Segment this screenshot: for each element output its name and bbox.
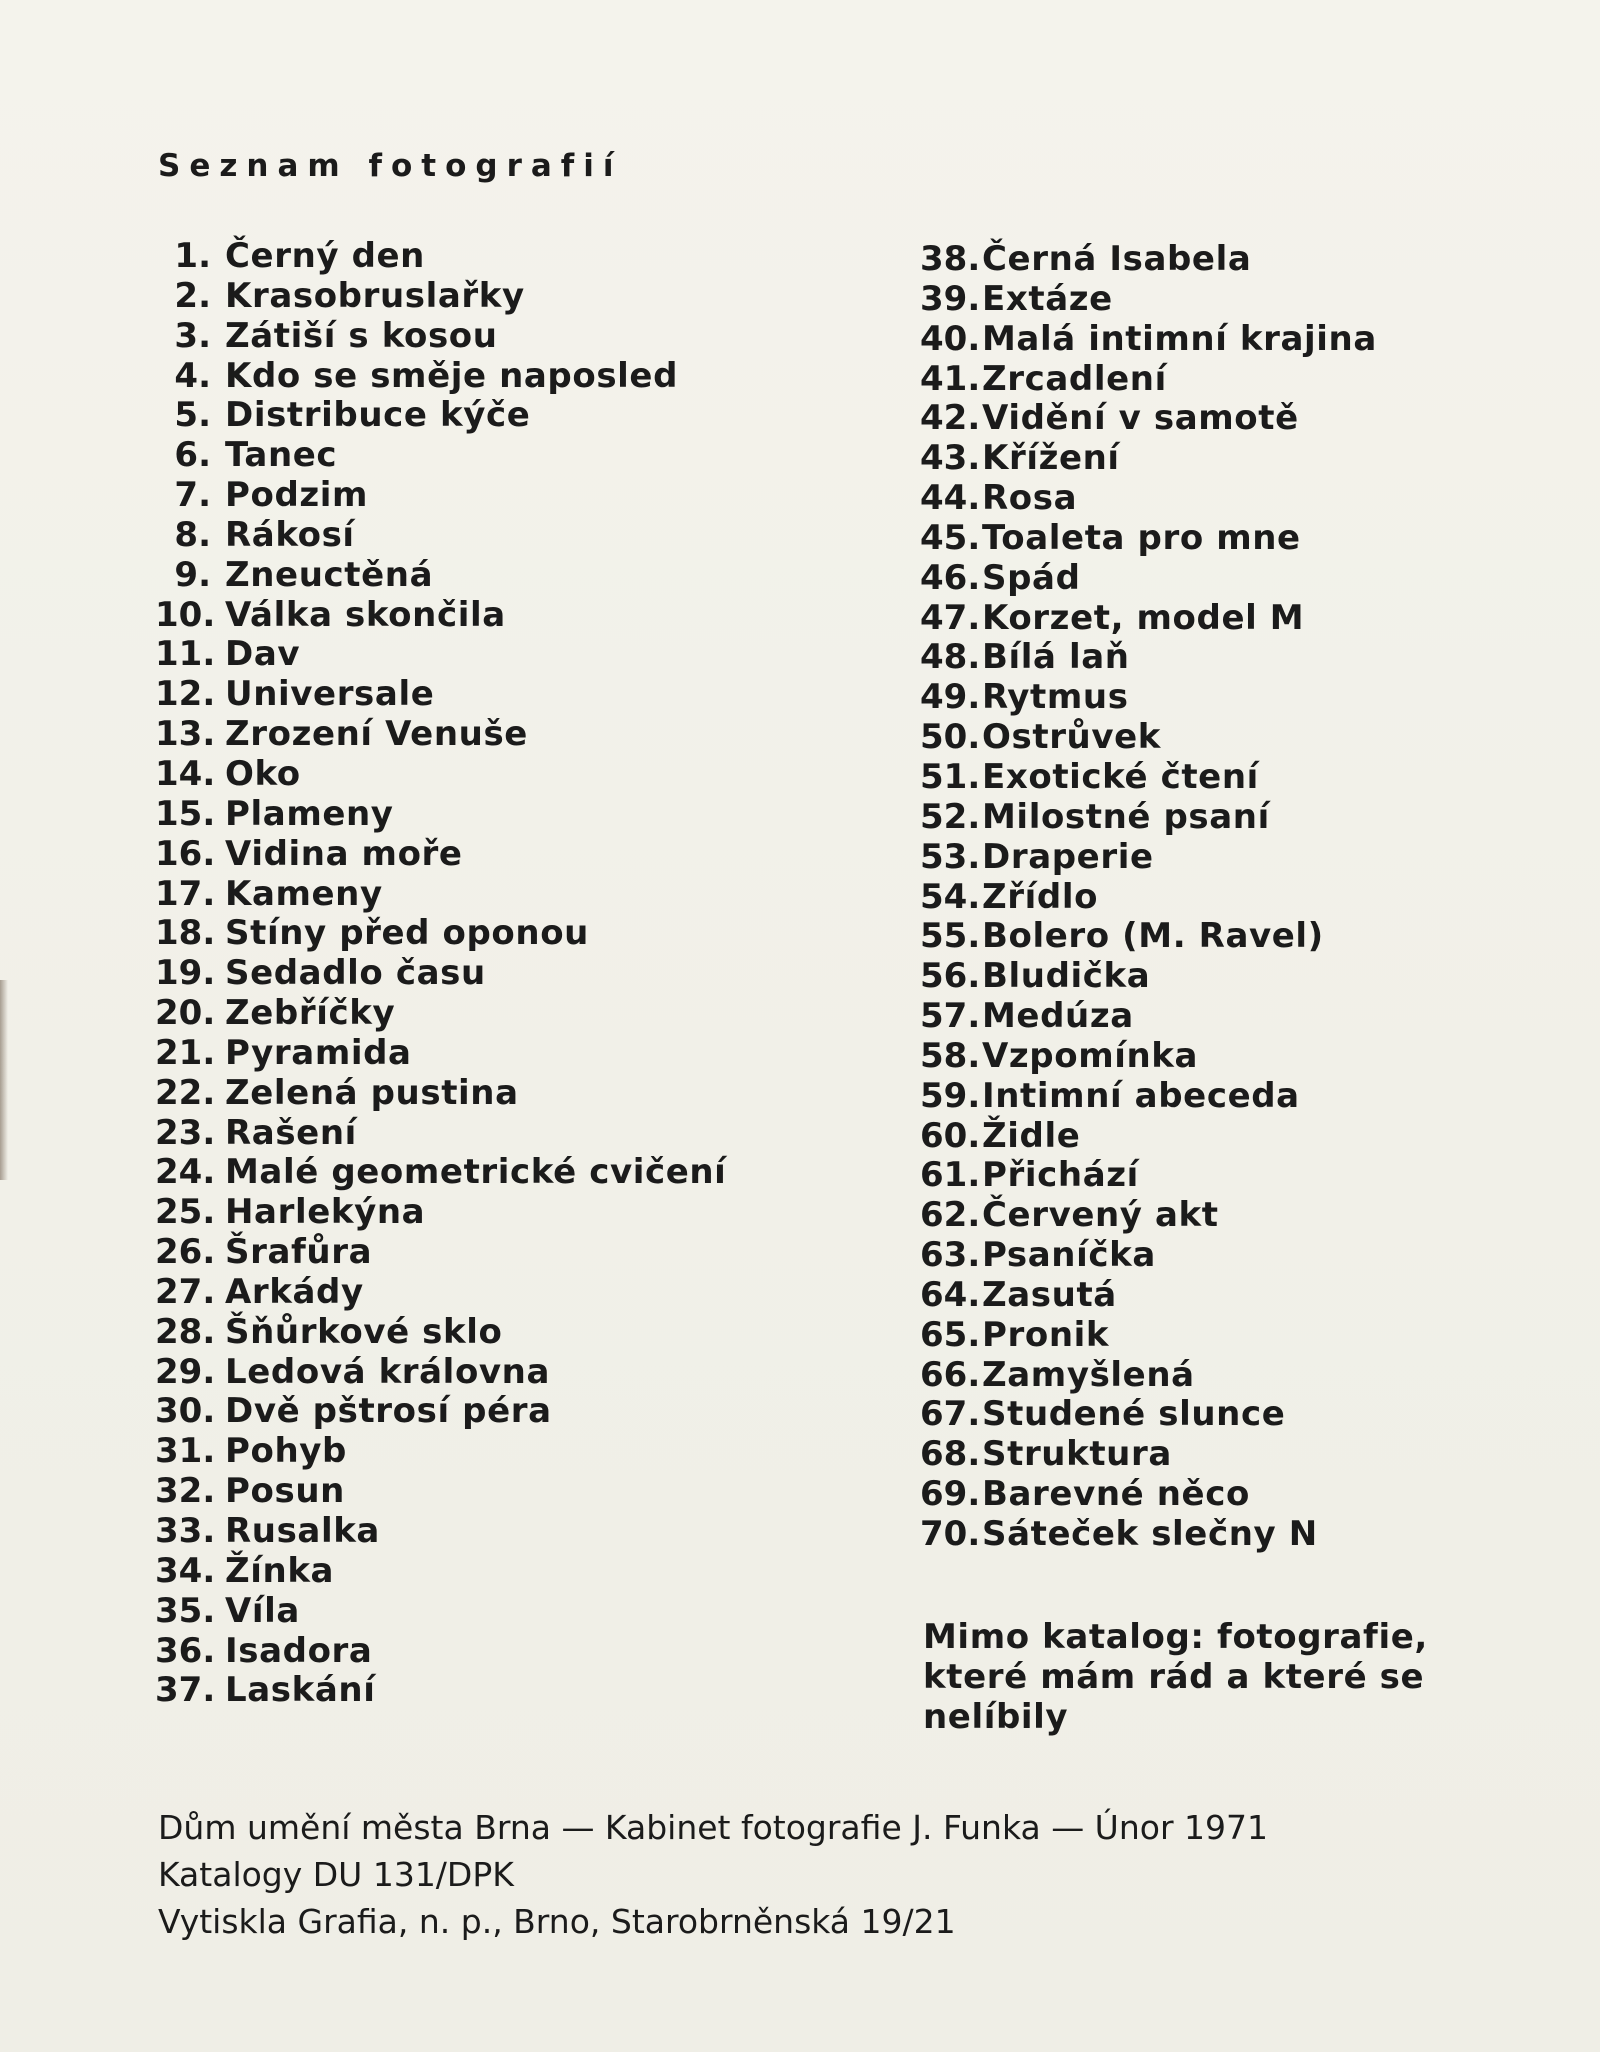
photo-title: Medúza	[982, 996, 1134, 1037]
photo-list-item	[920, 838, 1377, 878]
photo-number: 49.	[920, 677, 981, 718]
photo-number: 59.	[920, 1075, 981, 1116]
list-heading: Seznam fotografií	[158, 148, 623, 184]
photo-list-item	[920, 559, 1377, 599]
photo-title: Vzpomínka	[982, 1035, 1199, 1076]
photo-number: 25.	[155, 1192, 216, 1233]
photo-list-item	[155, 635, 726, 675]
photo-number: 35.	[155, 1590, 216, 1631]
photo-list-item	[155, 835, 726, 875]
photo-list-item	[155, 1632, 726, 1672]
photo-title: Stíny před oponou	[225, 913, 589, 954]
photo-title: Černý den	[225, 236, 425, 276]
photo-list-item	[920, 957, 1377, 997]
photo-title: Exotické čtení	[982, 756, 1259, 797]
photo-number: 48.	[920, 637, 981, 678]
photo-title: Rusalka	[225, 1511, 380, 1551]
photo-number: 4.	[174, 355, 211, 396]
photo-number: 16.	[155, 833, 216, 874]
photo-list-item	[920, 1236, 1377, 1276]
photo-number: 45.	[920, 517, 981, 558]
photo-title: Bolero (M. Ravel)	[982, 916, 1324, 957]
photo-number: 12.	[155, 674, 216, 715]
photo-list-item	[920, 1077, 1377, 1117]
photo-title: Kdo se směje naposled	[225, 355, 679, 396]
photo-number: 62.	[920, 1195, 981, 1236]
photo-number: 28.	[155, 1311, 216, 1352]
photo-title: Pohyb	[225, 1431, 347, 1472]
photo-title: Universale	[225, 674, 435, 715]
photo-number: 9.	[174, 554, 211, 595]
photo-list-item	[155, 1432, 726, 1472]
photo-title: Rytmus	[982, 677, 1129, 718]
photo-list-item	[920, 1037, 1377, 1077]
photo-list-item	[155, 1472, 726, 1512]
photo-title: Zamyšlená	[982, 1354, 1195, 1395]
photo-title: Intimní abeceda	[982, 1075, 1300, 1116]
photo-title: Bludička	[982, 956, 1151, 997]
photo-number: 55.	[920, 916, 981, 957]
photo-title: Dvě pštrosí péra	[225, 1391, 552, 1432]
photo-title: Isadora	[225, 1630, 373, 1671]
photo-list-item	[920, 798, 1377, 838]
photo-list-item	[155, 516, 726, 556]
photo-list-item	[155, 1233, 726, 1273]
photo-number: 19.	[155, 953, 216, 994]
photo-list-item	[920, 1316, 1377, 1356]
photo-title: Psaníčka	[982, 1235, 1156, 1276]
photo-list-item	[920, 1196, 1377, 1236]
off-catalog-note: Mimo katalog: fotografie, které mám rád a které se nelíbily	[923, 1617, 1428, 1737]
photo-title: Malá intimní krajina	[982, 318, 1377, 359]
photo-title: Krasobruslařky	[225, 275, 525, 316]
imprint-block	[158, 1804, 1268, 1945]
photo-list-item	[920, 240, 1377, 280]
photo-title: Extáze	[982, 278, 1113, 319]
photo-number: 42.	[920, 398, 981, 439]
photo-title: Laskání	[225, 1670, 376, 1711]
photo-list-item	[920, 678, 1377, 718]
photo-title: Distribuce kýče	[225, 395, 531, 436]
photo-title: Přichází	[982, 1155, 1139, 1196]
photo-title: Dav	[225, 634, 301, 675]
photo-number: 14.	[155, 753, 216, 794]
photo-list-right-column	[920, 240, 1377, 1555]
photo-title: Víla	[225, 1590, 300, 1631]
photo-list-item	[155, 476, 726, 516]
photo-number: 66.	[920, 1354, 981, 1395]
photo-number: 41.	[920, 358, 981, 399]
photo-number: 57.	[920, 996, 981, 1037]
photo-number: 44.	[920, 478, 981, 519]
photo-list-item	[155, 1313, 726, 1353]
photo-number: 27.	[155, 1271, 216, 1312]
photo-list-item	[920, 997, 1377, 1037]
photo-list-item	[155, 1074, 726, 1114]
photo-list-item	[920, 638, 1377, 678]
photo-list-item	[155, 954, 726, 994]
photo-number: 60.	[920, 1115, 981, 1156]
photo-number: 54.	[920, 876, 981, 917]
photo-list-left-column	[155, 237, 726, 1711]
photo-title: Ostrůvek	[982, 717, 1162, 758]
photo-list-item	[920, 917, 1377, 957]
photo-number: 2.	[174, 275, 211, 316]
photo-list-item	[155, 1512, 726, 1552]
photo-title: Milostné psaní	[982, 796, 1270, 837]
photo-list-item	[920, 1515, 1377, 1555]
photo-title: Sedadlo času	[225, 953, 486, 994]
photo-title: Kameny	[225, 873, 383, 914]
photo-list-item	[155, 436, 726, 476]
photo-number: 69.	[920, 1474, 981, 1515]
photo-number: 30.	[155, 1391, 216, 1432]
photo-title: Rosa	[982, 478, 1078, 519]
photo-title: Barevné něco	[982, 1474, 1250, 1515]
photo-title: Pronik	[982, 1314, 1110, 1355]
photo-list-item	[920, 519, 1377, 559]
photo-number: 6.	[174, 435, 211, 476]
photo-number: 17.	[155, 873, 216, 914]
photo-title: Arkády	[225, 1271, 364, 1312]
photo-list-item	[155, 357, 726, 397]
photo-title: Zelená pustina	[225, 1072, 519, 1113]
photo-list-item	[155, 795, 726, 835]
photo-list-item	[155, 875, 726, 915]
photo-title: Červený akt	[982, 1195, 1219, 1236]
photo-title: Harlekýna	[225, 1192, 426, 1233]
photo-number: 37.	[155, 1670, 216, 1711]
photo-number: 47.	[920, 597, 981, 638]
photo-list-item	[920, 718, 1377, 758]
photo-list-item	[155, 1034, 726, 1074]
photo-number: 32.	[155, 1471, 216, 1512]
photo-title: Spád	[982, 557, 1081, 598]
photo-list-item	[920, 479, 1377, 519]
photo-list-item	[920, 320, 1377, 360]
photo-title: Toaleta pro mne	[982, 517, 1301, 558]
photo-title: Ledová královna	[225, 1351, 551, 1392]
photo-title: Plameny	[225, 793, 394, 834]
photo-list-item	[920, 280, 1377, 320]
photo-title: Tanec	[225, 435, 338, 476]
photo-title: Zrcadlení	[982, 358, 1167, 399]
photo-list-item	[155, 914, 726, 954]
photo-number: 3.	[174, 315, 211, 356]
photo-title: Židle	[982, 1115, 1081, 1156]
photo-title: Korzet, model M	[982, 597, 1305, 638]
photo-number: 56.	[920, 956, 981, 997]
imprint-publisher-line: Dům umění města Brna — Kabinet fotografie J. Funka — Únor 1971	[158, 1808, 1268, 1847]
photo-number: 7.	[174, 475, 211, 516]
photo-number: 26.	[155, 1232, 216, 1273]
photo-number: 50.	[920, 717, 981, 758]
photo-number: 10.	[155, 594, 216, 635]
imprint-catalog-number-line: Katalogy DU 131/DPK	[158, 1855, 514, 1894]
photo-list-item	[920, 1395, 1377, 1435]
photo-number: 1.	[174, 236, 211, 276]
photo-number: 68.	[920, 1434, 981, 1475]
photo-list-item	[155, 1353, 726, 1393]
photo-title: Křížení	[982, 438, 1120, 479]
photo-number: 33.	[155, 1511, 216, 1551]
photo-title: Zátiší s kosou	[225, 315, 498, 356]
photo-number: 29.	[155, 1351, 216, 1392]
photo-title: Draperie	[982, 836, 1154, 877]
photo-list-item	[920, 399, 1377, 439]
photo-title: Šňůrkové sklo	[225, 1311, 503, 1352]
photo-number: 11.	[155, 634, 216, 675]
photo-list-item	[155, 1114, 726, 1154]
photo-list-item	[155, 396, 726, 436]
photo-list-item	[920, 439, 1377, 479]
photo-list-item	[155, 1273, 726, 1313]
photo-title: Podzim	[225, 475, 369, 516]
photo-number: 64.	[920, 1274, 981, 1315]
photo-list-item	[155, 675, 726, 715]
photo-title: Studené slunce	[982, 1394, 1286, 1435]
photo-title: Pyramida	[225, 1032, 412, 1073]
photo-number: 31.	[155, 1431, 216, 1472]
photo-number: 51.	[920, 756, 981, 797]
photo-number: 53.	[920, 836, 981, 877]
photo-list-item	[920, 878, 1377, 918]
photo-list-item	[920, 1117, 1377, 1157]
photo-list-item	[155, 755, 726, 795]
imprint-printer-line: Vytiskla Grafia, n. p., Brno, Starobrněnská 19/21	[158, 1902, 956, 1941]
photo-list-item	[155, 715, 726, 755]
photo-list-item	[920, 1356, 1377, 1396]
photo-title: Zneuctěná	[225, 554, 434, 595]
photo-list-item	[155, 1153, 726, 1193]
photo-title: Žínka	[225, 1550, 335, 1591]
photo-list-item	[155, 994, 726, 1034]
photo-title: Malé geometrické cvičení	[225, 1152, 727, 1193]
photo-number: 70.	[920, 1514, 981, 1554]
photo-list-item	[920, 360, 1377, 400]
photo-title: Zebříčky	[225, 993, 396, 1034]
photo-number: 63.	[920, 1235, 981, 1276]
photo-title: Vidění v samotě	[982, 398, 1299, 439]
photo-number: 58.	[920, 1035, 981, 1076]
photo-number: 8.	[174, 514, 211, 555]
photo-number: 43.	[920, 438, 981, 479]
photo-number: 36.	[155, 1630, 216, 1671]
photo-list-item	[920, 599, 1377, 639]
photo-list-item	[920, 1276, 1377, 1316]
photo-number: 61.	[920, 1155, 981, 1196]
photo-number: 23.	[155, 1112, 216, 1153]
photo-number: 21.	[155, 1032, 216, 1073]
photo-title: Šrafůra	[225, 1232, 373, 1273]
photo-title: Zrození Venuše	[225, 714, 528, 755]
photo-number: 65.	[920, 1314, 981, 1355]
photo-title: Posun	[225, 1471, 345, 1512]
photo-number: 24.	[155, 1152, 216, 1193]
photo-list-item	[155, 1392, 726, 1432]
photo-list-item	[155, 1193, 726, 1233]
photo-number: 67.	[920, 1394, 981, 1435]
photo-number: 18.	[155, 913, 216, 954]
photo-number: 52.	[920, 796, 981, 837]
photo-list-item	[155, 556, 726, 596]
photo-number: 22.	[155, 1072, 216, 1113]
photo-title: Struktura	[982, 1434, 1172, 1475]
photo-title: Válka skončila	[225, 594, 506, 635]
photo-list-item	[155, 1552, 726, 1592]
photo-number: 40.	[920, 318, 981, 359]
photo-list-item	[155, 277, 726, 317]
photo-list-item	[920, 1156, 1377, 1196]
photo-list-item	[920, 758, 1377, 798]
photo-list-item	[155, 237, 726, 277]
photo-list-item	[920, 1475, 1377, 1515]
page-edge-shadow	[0, 980, 8, 1180]
photo-list-item	[155, 1671, 726, 1711]
photo-number: 34.	[155, 1550, 216, 1591]
photo-number: 38.	[920, 239, 981, 279]
photo-number: 39.	[920, 278, 981, 319]
photo-title: Bílá laň	[982, 637, 1130, 678]
photo-title: Sáteček slečny N	[982, 1514, 1318, 1554]
photo-title: Oko	[225, 753, 301, 794]
photo-list-item	[155, 1592, 726, 1632]
photo-title: Vidina moře	[225, 833, 463, 874]
photo-number: 13.	[155, 714, 216, 755]
photo-number: 15.	[155, 793, 216, 834]
photo-title: Zřídlo	[982, 876, 1099, 917]
photo-list-item	[920, 1435, 1377, 1475]
photo-title: Černá Isabela	[982, 239, 1252, 279]
photo-title: Rákosí	[225, 514, 355, 555]
photo-title: Zasutá	[982, 1274, 1117, 1315]
photo-title: Rašení	[225, 1112, 357, 1153]
photo-number: 5.	[174, 395, 211, 436]
photo-list-item	[155, 317, 726, 357]
photo-list-item	[155, 596, 726, 636]
photo-number: 20.	[155, 993, 216, 1034]
photo-number: 46.	[920, 557, 981, 598]
